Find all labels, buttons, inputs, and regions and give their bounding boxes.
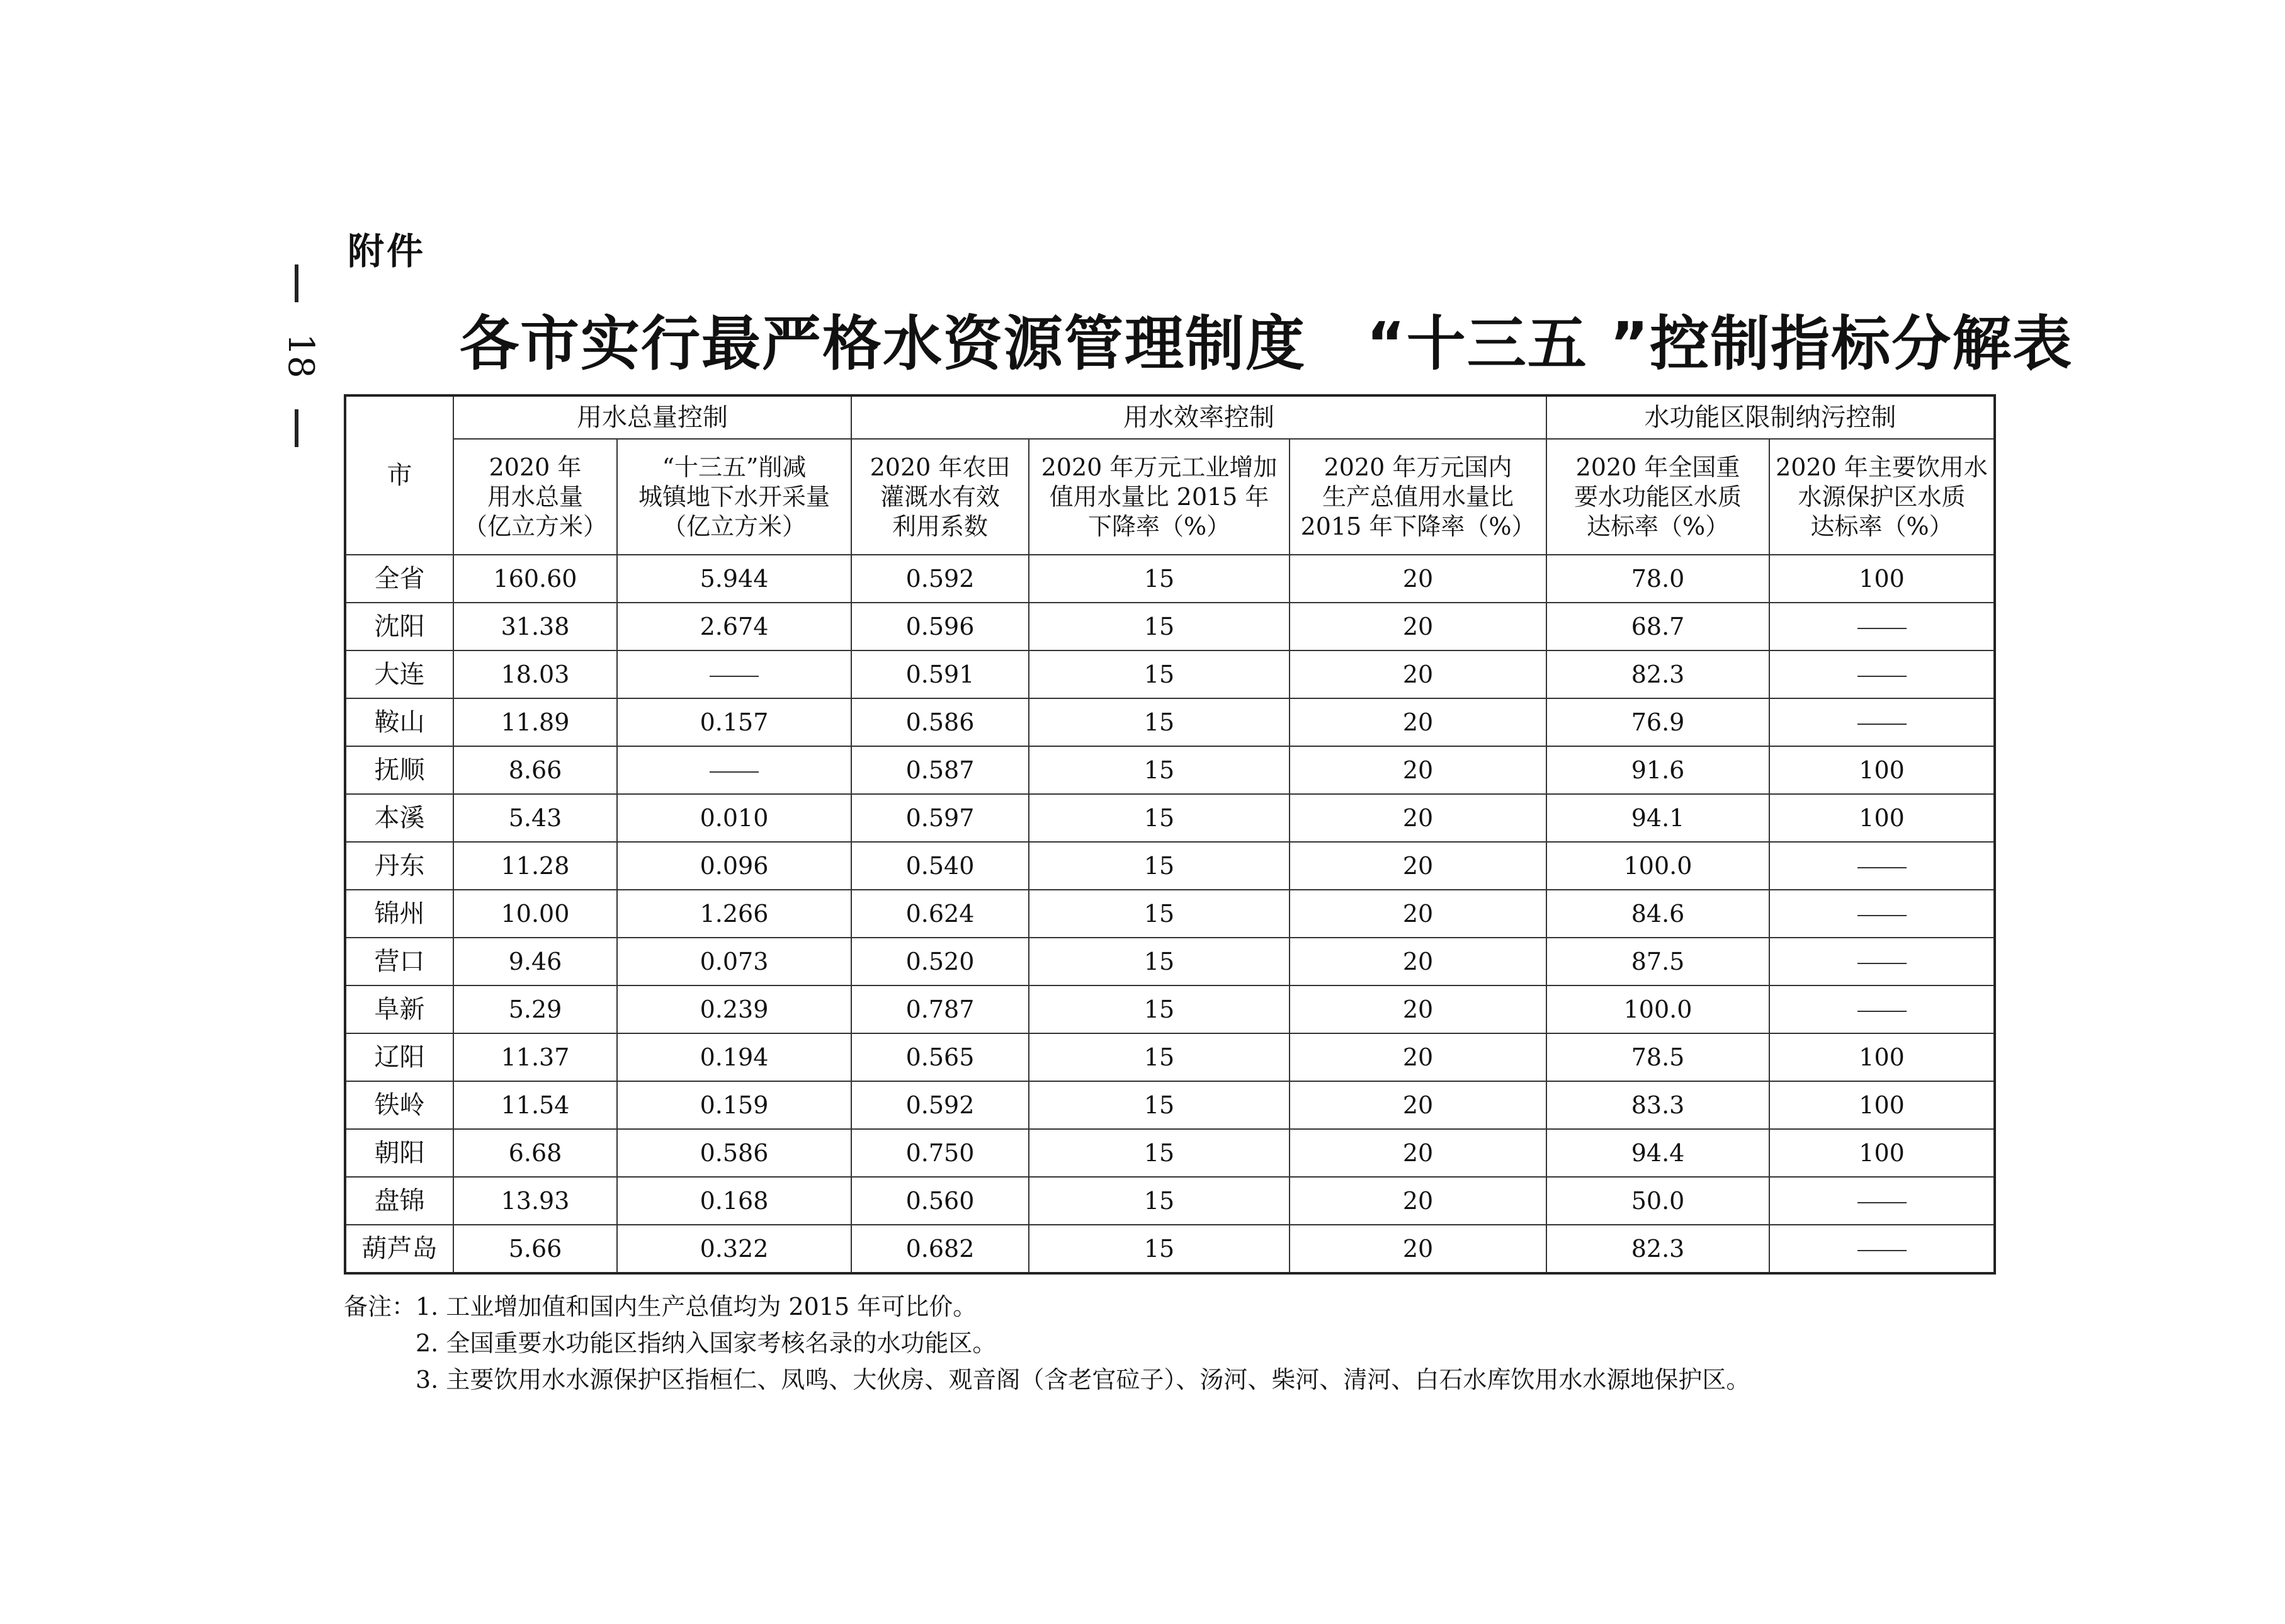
city-cell: 全省: [345, 555, 453, 603]
value-cell: 20: [1290, 1225, 1546, 1273]
value-cell: 100.0: [1546, 842, 1769, 890]
group-header-total-water: 用水总量控制: [453, 395, 851, 439]
page-number-text: 18: [280, 333, 322, 378]
value-cell: 9.46: [453, 938, 617, 985]
value-cell: 18.03: [453, 650, 617, 698]
city-cell: 铁岭: [345, 1081, 453, 1129]
not-applicable-dash: [1857, 676, 1907, 677]
table-row: [345, 938, 1995, 985]
value-cell: 20: [1290, 1129, 1546, 1177]
column-header-line: 2020 年万元国内: [1324, 453, 1512, 481]
value-cell: 0.682: [851, 1225, 1029, 1273]
value-cell: 11.37: [453, 1033, 617, 1081]
column-header-line: 生产总值用水量比: [1322, 482, 1514, 511]
column-header-line: 水源保护区水质: [1798, 482, 1966, 511]
value-cell: [1769, 650, 1995, 698]
not-applicable-dash: [1857, 1011, 1907, 1012]
value-cell: 0.520: [851, 938, 1029, 985]
city-column-header: 市: [345, 395, 453, 555]
not-applicable-dash: [1857, 1250, 1907, 1251]
table-row: [345, 1129, 1995, 1177]
value-cell: 0.073: [617, 938, 851, 985]
value-cell: 0.592: [851, 555, 1029, 603]
value-cell: 78.0: [1546, 555, 1769, 603]
value-cell: 15: [1029, 794, 1290, 842]
value-cell: 160.60: [453, 555, 617, 603]
column-header-line: 2020 年万元工业增加: [1041, 453, 1278, 481]
value-cell: 15: [1029, 985, 1290, 1033]
value-cell: 0.322: [617, 1225, 851, 1273]
page-number-dash-bottom: [295, 409, 298, 447]
column-header-line: 要水功能区水质: [1574, 482, 1742, 511]
value-cell: 15: [1029, 1081, 1290, 1129]
table-body: [345, 555, 1995, 1273]
value-cell: 20: [1290, 794, 1546, 842]
column-header: [453, 439, 617, 555]
value-cell: 10.00: [453, 890, 617, 938]
value-cell: 78.5: [1546, 1033, 1769, 1081]
value-cell: 100: [1769, 746, 1995, 794]
value-cell: 0.597: [851, 794, 1029, 842]
page-number-dash-top: [295, 264, 298, 302]
value-cell: [617, 650, 851, 698]
column-header-line: 2015 年下降率（%）: [1300, 512, 1536, 540]
column-header-line: 值用水量比 2015 年: [1049, 482, 1269, 511]
value-cell: 0.168: [617, 1177, 851, 1225]
value-cell: [1769, 938, 1995, 985]
value-cell: 6.68: [453, 1129, 617, 1177]
value-cell: 0.592: [851, 1081, 1029, 1129]
value-cell: 20: [1290, 985, 1546, 1033]
table-row: [345, 985, 1995, 1033]
column-header-line: 达标率（%）: [1586, 512, 1730, 540]
column-header-line: （亿立方米）: [463, 512, 607, 540]
city-cell: 锦州: [345, 890, 453, 938]
city-cell: 鞍山: [345, 698, 453, 746]
value-cell: 20: [1290, 1177, 1546, 1225]
value-cell: 100: [1769, 555, 1995, 603]
table-row: [345, 603, 1995, 650]
city-cell: 朝阳: [345, 1129, 453, 1177]
value-cell: 82.3: [1546, 1225, 1769, 1273]
value-cell: [1769, 842, 1995, 890]
city-cell: 沈阳: [345, 603, 453, 650]
table-row: [345, 555, 1995, 603]
value-cell: 5.66: [453, 1225, 617, 1273]
header-group-row: [345, 395, 1995, 439]
value-cell: 87.5: [1546, 938, 1769, 985]
value-cell: 15: [1029, 603, 1290, 650]
value-cell: 11.28: [453, 842, 617, 890]
note-line: 3. 主要饮用水水源保护区指桓仁、凤鸣、大伙房、观音阁（含老官砬子）、汤河、柴河、清河、白石水库饮用水水源地保护区。: [416, 1366, 1750, 1394]
value-cell: 0.010: [617, 794, 851, 842]
value-cell: 8.66: [453, 746, 617, 794]
table-row: [345, 698, 1995, 746]
value-cell: [1769, 1177, 1995, 1225]
column-header-line: 2020 年农田: [870, 453, 1011, 481]
value-cell: [1769, 890, 1995, 938]
note-line: 2. 全国重要水功能区指纳入国家考核名录的水功能区。: [416, 1329, 997, 1357]
header-column-row: [345, 439, 1995, 555]
value-cell: [1769, 603, 1995, 650]
value-cell: 100: [1769, 1033, 1995, 1081]
table-row: [345, 890, 1995, 938]
value-cell: 100.0: [1546, 985, 1769, 1033]
group-header-efficiency: 用水效率控制: [851, 395, 1546, 439]
value-cell: 2.674: [617, 603, 851, 650]
page-number: [282, 264, 320, 447]
city-cell: 葫芦岛: [345, 1225, 453, 1273]
value-cell: 20: [1290, 746, 1546, 794]
value-cell: 0.194: [617, 1033, 851, 1081]
value-cell: 0.586: [617, 1129, 851, 1177]
value-cell: 20: [1290, 890, 1546, 938]
value-cell: 0.586: [851, 698, 1029, 746]
column-header: [617, 439, 851, 555]
value-cell: 20: [1290, 842, 1546, 890]
value-cell: 11.89: [453, 698, 617, 746]
column-header-line: 2020 年全国重: [1575, 453, 1740, 481]
not-applicable-dash: [1857, 1202, 1907, 1203]
value-cell: 0.787: [851, 985, 1029, 1033]
value-cell: 5.29: [453, 985, 617, 1033]
value-cell: [617, 746, 851, 794]
not-applicable-dash: [1857, 867, 1907, 868]
table-header: [345, 395, 1995, 555]
column-header-line: 城镇地下水开采量: [638, 482, 830, 511]
column-header-line: （亿立方米）: [662, 512, 806, 540]
city-cell: 辽阳: [345, 1033, 453, 1081]
value-cell: 76.9: [1546, 698, 1769, 746]
column-header-line: “十三五”削减: [662, 453, 807, 481]
value-cell: 20: [1290, 1081, 1546, 1129]
value-cell: 68.7: [1546, 603, 1769, 650]
table-row: [345, 650, 1995, 698]
value-cell: 20: [1290, 555, 1546, 603]
value-cell: 0.591: [851, 650, 1029, 698]
value-cell: 5.43: [453, 794, 617, 842]
column-header-line: 达标率（%）: [1810, 512, 1953, 540]
value-cell: 83.3: [1546, 1081, 1769, 1129]
table-row: [345, 842, 1995, 890]
value-cell: 100: [1769, 794, 1995, 842]
not-applicable-dash: [1857, 628, 1907, 629]
column-header: [1769, 439, 1995, 555]
indicator-table-wrapper: [344, 394, 1993, 1275]
column-header-line: 2020 年: [489, 453, 582, 481]
value-cell: 0.157: [617, 698, 851, 746]
value-cell: 94.4: [1546, 1129, 1769, 1177]
value-cell: 100: [1769, 1129, 1995, 1177]
value-cell: 0.159: [617, 1081, 851, 1129]
not-applicable-dash: [1857, 915, 1907, 916]
value-cell: 0.624: [851, 890, 1029, 938]
value-cell: 15: [1029, 1177, 1290, 1225]
table-row: [345, 1033, 1995, 1081]
value-cell: 20: [1290, 650, 1546, 698]
value-cell: 15: [1029, 1225, 1290, 1273]
group-header-pollution: 水功能区限制纳污控制: [1546, 395, 1995, 439]
column-header: [851, 439, 1029, 555]
indicator-table: [344, 394, 1996, 1275]
city-cell: 阜新: [345, 985, 453, 1033]
value-cell: 20: [1290, 1033, 1546, 1081]
column-header-line: 2020 年主要饮用水: [1776, 453, 1988, 481]
value-cell: 82.3: [1546, 650, 1769, 698]
value-cell: 15: [1029, 746, 1290, 794]
not-applicable-dash: [1857, 963, 1907, 964]
value-cell: 84.6: [1546, 890, 1769, 938]
attachment-label: 附件: [348, 230, 426, 273]
value-cell: 15: [1029, 890, 1290, 938]
value-cell: 15: [1029, 1129, 1290, 1177]
column-header-line: 灌溉水有效: [880, 482, 1000, 511]
column-header-line: 用水总量: [487, 482, 583, 511]
value-cell: 0.239: [617, 985, 851, 1033]
column-header: [1546, 439, 1769, 555]
table-row: [345, 794, 1995, 842]
value-cell: 0.540: [851, 842, 1029, 890]
value-cell: [1769, 985, 1995, 1033]
value-cell: 0.560: [851, 1177, 1029, 1225]
not-applicable-dash: [710, 771, 759, 773]
column-header: [1029, 439, 1290, 555]
value-cell: 0.596: [851, 603, 1029, 650]
value-cell: 5.944: [617, 555, 851, 603]
city-cell: 大连: [345, 650, 453, 698]
city-cell: 本溪: [345, 794, 453, 842]
value-cell: 0.565: [851, 1033, 1029, 1081]
value-cell: 15: [1029, 842, 1290, 890]
value-cell: 0.750: [851, 1129, 1029, 1177]
value-cell: 100: [1769, 1081, 1995, 1129]
not-applicable-dash: [1857, 724, 1907, 725]
value-cell: 15: [1029, 555, 1290, 603]
value-cell: 94.1: [1546, 794, 1769, 842]
value-cell: 15: [1029, 698, 1290, 746]
table-row: [345, 1081, 1995, 1129]
column-header-line: 下降率（%）: [1087, 512, 1231, 540]
table-row: [345, 746, 1995, 794]
value-cell: 20: [1290, 603, 1546, 650]
document-title: 各市实行最严格水资源管理制度 “十三五 ”控制指标分解表: [460, 310, 2073, 378]
column-header: [1290, 439, 1546, 555]
city-cell: 抚顺: [345, 746, 453, 794]
value-cell: 1.266: [617, 890, 851, 938]
value-cell: 15: [1029, 1033, 1290, 1081]
table-row: [345, 1225, 1995, 1273]
city-cell: 盘锦: [345, 1177, 453, 1225]
value-cell: 15: [1029, 650, 1290, 698]
value-cell: 91.6: [1546, 746, 1769, 794]
value-cell: [1769, 1225, 1995, 1273]
value-cell: 0.587: [851, 746, 1029, 794]
value-cell: 15: [1029, 938, 1290, 985]
value-cell: 20: [1290, 698, 1546, 746]
value-cell: 11.54: [453, 1081, 617, 1129]
column-header-line: 利用系数: [892, 512, 988, 540]
city-cell: 营口: [345, 938, 453, 985]
note-line: 备注：1. 工业增加值和国内生产总值均为 2015 年可比价。: [344, 1293, 977, 1320]
value-cell: 0.096: [617, 842, 851, 890]
value-cell: 20: [1290, 938, 1546, 985]
table-row: [345, 1177, 1995, 1225]
notes: [344, 1288, 1750, 1398]
value-cell: 13.93: [453, 1177, 617, 1225]
value-cell: [1769, 698, 1995, 746]
value-cell: 50.0: [1546, 1177, 1769, 1225]
not-applicable-dash: [710, 676, 759, 677]
value-cell: 31.38: [453, 603, 617, 650]
city-cell: 丹东: [345, 842, 453, 890]
